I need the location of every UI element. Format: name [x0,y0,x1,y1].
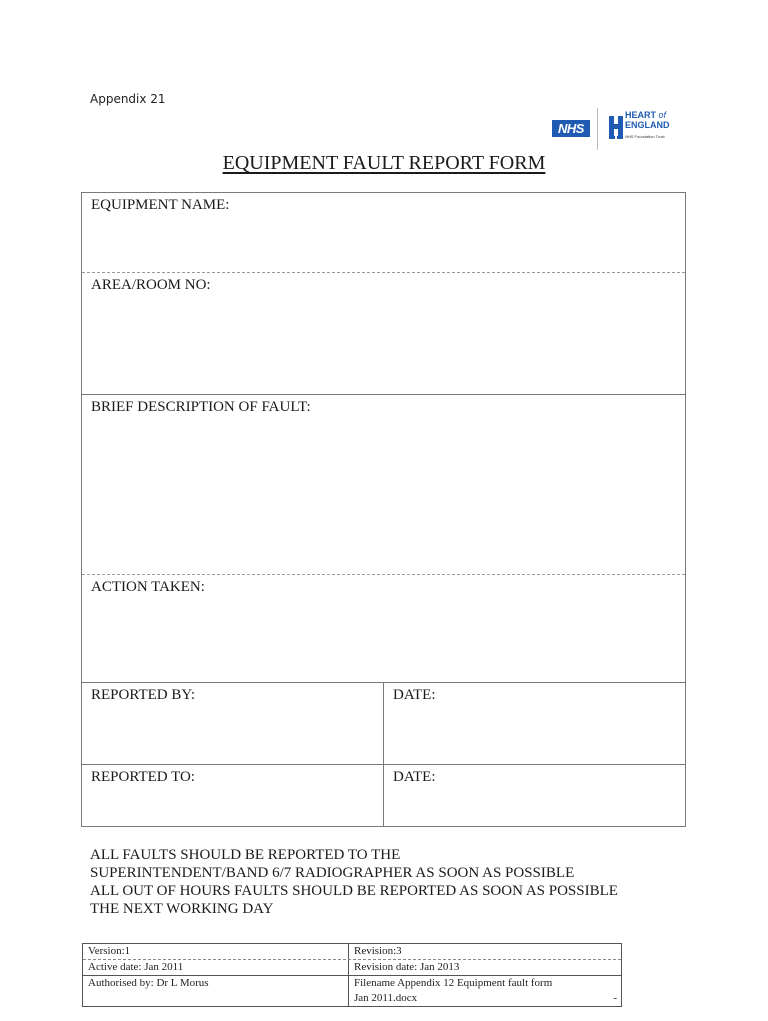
revision-date-cell: Revision date: Jan 2013 [354,961,460,973]
action-taken-field[interactable] [82,574,685,682]
trust-name-line1: HEART [625,110,656,120]
filename-line1: Filename Appendix 12 Equipment fault form [354,977,553,989]
page-mark: - [613,992,617,1004]
area-room-field[interactable] [82,272,685,394]
fault-report-form [81,192,686,827]
reported-by-label: REPORTED BY: [91,687,195,703]
trust-name [625,110,670,130]
trust-subtitle: NHS Foundation Trust [625,134,665,139]
authorised-by-cell: Authorised by: Dr L Morus [83,976,349,1006]
reporting-notice [90,846,618,918]
reported-by-row [82,682,685,764]
equipment-name-label: EQUIPMENT NAME: [91,197,230,213]
page-title: EQUIPMENT FAULT REPORT FORM [222,152,546,174]
notice-line: THE NEXT WORKING DAY [90,901,274,917]
reported-by-date-field[interactable] [384,683,685,764]
footer-row [83,959,621,975]
action-taken-label: ACTION TAKEN: [91,579,205,595]
filename-cell [349,976,621,1006]
reported-to-date-label: DATE: [393,769,436,785]
heart-of-england-mark-icon [609,114,623,140]
fault-description-field[interactable] [82,394,685,574]
appendix-label: Appendix 21 [90,92,166,106]
area-room-label: AREA/ROOM NO: [91,277,211,293]
version-cell: Version:1 [83,944,349,959]
footer-row [83,975,621,1006]
equipment-name-field[interactable] [82,193,685,272]
trust-name-line2: ENGLAND [625,120,670,130]
filename-line2: Jan 2011.docx [354,992,418,1004]
notice-line: SUPERINTENDENT/BAND 6/7 RADIOGRAPHER AS SOON AS POSSIBLE [90,865,575,881]
nhs-logo: NHS [552,120,590,137]
revision-cell: Revision:3 [354,945,402,957]
reported-to-row [82,764,685,826]
reported-by-field[interactable] [82,683,384,764]
reported-to-date-field[interactable] [384,765,685,826]
document-control-table [82,943,622,1007]
reported-by-date-label: DATE: [393,687,436,703]
footer-row [83,944,621,959]
notice-line: ALL FAULTS SHOULD BE REPORTED TO THE [90,847,401,863]
active-date-cell: Active date: Jan 2011 [83,960,349,975]
logo-group [552,106,692,152]
reported-to-label: REPORTED TO: [91,769,195,785]
fault-description-label: BRIEF DESCRIPTION OF FAULT: [91,399,311,415]
trust-name-of: of [658,110,667,120]
logo-divider [597,108,598,150]
notice-line: ALL OUT OF HOURS FAULTS SHOULD BE REPORTED AS SOON AS POSSIBLE [90,883,618,899]
reported-to-field[interactable] [82,765,384,826]
